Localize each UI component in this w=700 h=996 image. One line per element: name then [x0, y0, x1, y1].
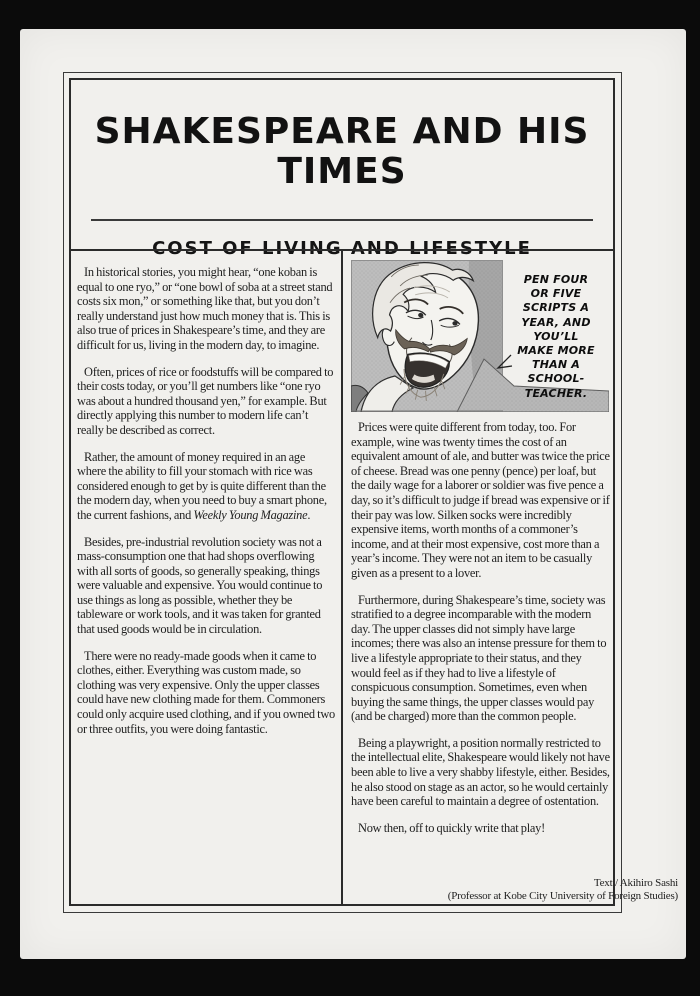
speech-bubble-line: PEN FOUR: [523, 273, 589, 286]
speech-bubble: [503, 273, 609, 401]
paragraph-text: Rather, the amount of money required in an age where the ability to fill your stomach with rice was considered enough to get by is quite different than the the modern day, when you need to buy a smart phone, the current fashions, and: [77, 449, 327, 522]
paragraph-text: .: [307, 507, 311, 522]
paragraph: Furthermore, during Shakespeare’s time, society was stratified to a degree incomparable with the modern day. The upper classes did not simply have large incomes; there was also an intense pressure for them to live a lifestyle appropriate to their status, and they would feel as if they had to live a lifestyle of conspicuous consumption. Sometimes, even when buying the same things, the upper classes would pay (and be charged) more than the common people.: [351, 592, 607, 724]
credit-affiliation: (Professor at Kobe City University of Foreign Studies): [447, 890, 678, 902]
speech-bubble-line: THAN A: [532, 358, 580, 372]
right-column: [351, 260, 612, 847]
left-column: [77, 265, 335, 748]
page-title: SHAKESPEARE AND HIS TIMES: [94, 111, 590, 193]
speech-bubble-line: OR FIVE: [530, 287, 582, 301]
speech-bubble-line: SCHOOL-: [527, 372, 585, 386]
column-divider: [341, 249, 343, 906]
paragraph: Prices were quite different from today, too. For example, wine was twenty times the cost of an equivalent amount of ale, and butter was twice the price of cheese. Bread was one penny (pence) per loaf, but the daily wage for a laborer or soldier was five pence a day, so it’s difficult to judge if bread was expensive or if their pay was low. Silken socks were incredibly expensive items, worth months of a commoner’s income, and at their most expensive, cost more than a year’s income. They were not an item to be casually given as a present to a lover.: [351, 420, 610, 580]
speech-bubble-line: TEACHER.: [524, 386, 588, 400]
credit-author: Text / Akihiro Sashi: [593, 877, 678, 889]
speech-bubble-line: YEAR, AND: [521, 315, 591, 329]
paragraph: There were no ready-made goods when it came to clothes, either. Everything was custom made, so clothing was very expensive. Only the upper classes could have new clothing made for them. Commoners could only acquire used clothing, and if you owned two or three outfits, you were doing fantastic.: [77, 648, 335, 736]
speech-bubble-line: YOU’LL: [533, 329, 579, 343]
page-header: [69, 78, 615, 259]
paper-page: [20, 29, 686, 959]
paragraph: Now then, off to quickly write that play!: [358, 820, 545, 835]
speech-bubble-line: SCRIPTS A: [522, 301, 590, 315]
manga-panel: [351, 260, 609, 412]
title-rule: [91, 219, 593, 221]
paragraph: In historical stories, you might hear, “one koban is equal to one ryo,” or “one bowl of soba at a street stand costs six mon,” or something like that, but you don’t really understand just how much money that is. This is also true of prices in Shakespeare’s time, and they are difficult for us, living in the modern day, to imagine.: [77, 265, 333, 352]
paragraph: Being a playwright, a position normally restricted to the intellectual elite, Shakespeare would likely not have been able to live a very shabby lifestyle, either. Besides, he also stood on stage as an actor, so he would certainly have been careful to maintain a degree of ostentation.: [351, 735, 610, 809]
paragraph: Often, prices of rice or foodstuffs will be compared to their costs today, or you’ll get numbers like “one ryo was about a hundred thousand yen,” for example. But directly applying this number to modern life can’t really be described as correct.: [77, 364, 334, 437]
paragraph: Besides, pre-industrial revolution society was not a mass-consumption one that had shops overflowing with all sorts of goods, so generally speaking, things were valuable and expensive. You would continue to use things as long as possible, whether they be tableware or work tools, and it was taken for granted that used goods would be in circulation.: [77, 534, 323, 637]
paragraph: [77, 450, 335, 523]
speech-bubble-line: MAKE MORE: [517, 344, 595, 358]
magazine-title: Weekly Young Magazine: [193, 507, 308, 522]
credit: [378, 877, 678, 903]
